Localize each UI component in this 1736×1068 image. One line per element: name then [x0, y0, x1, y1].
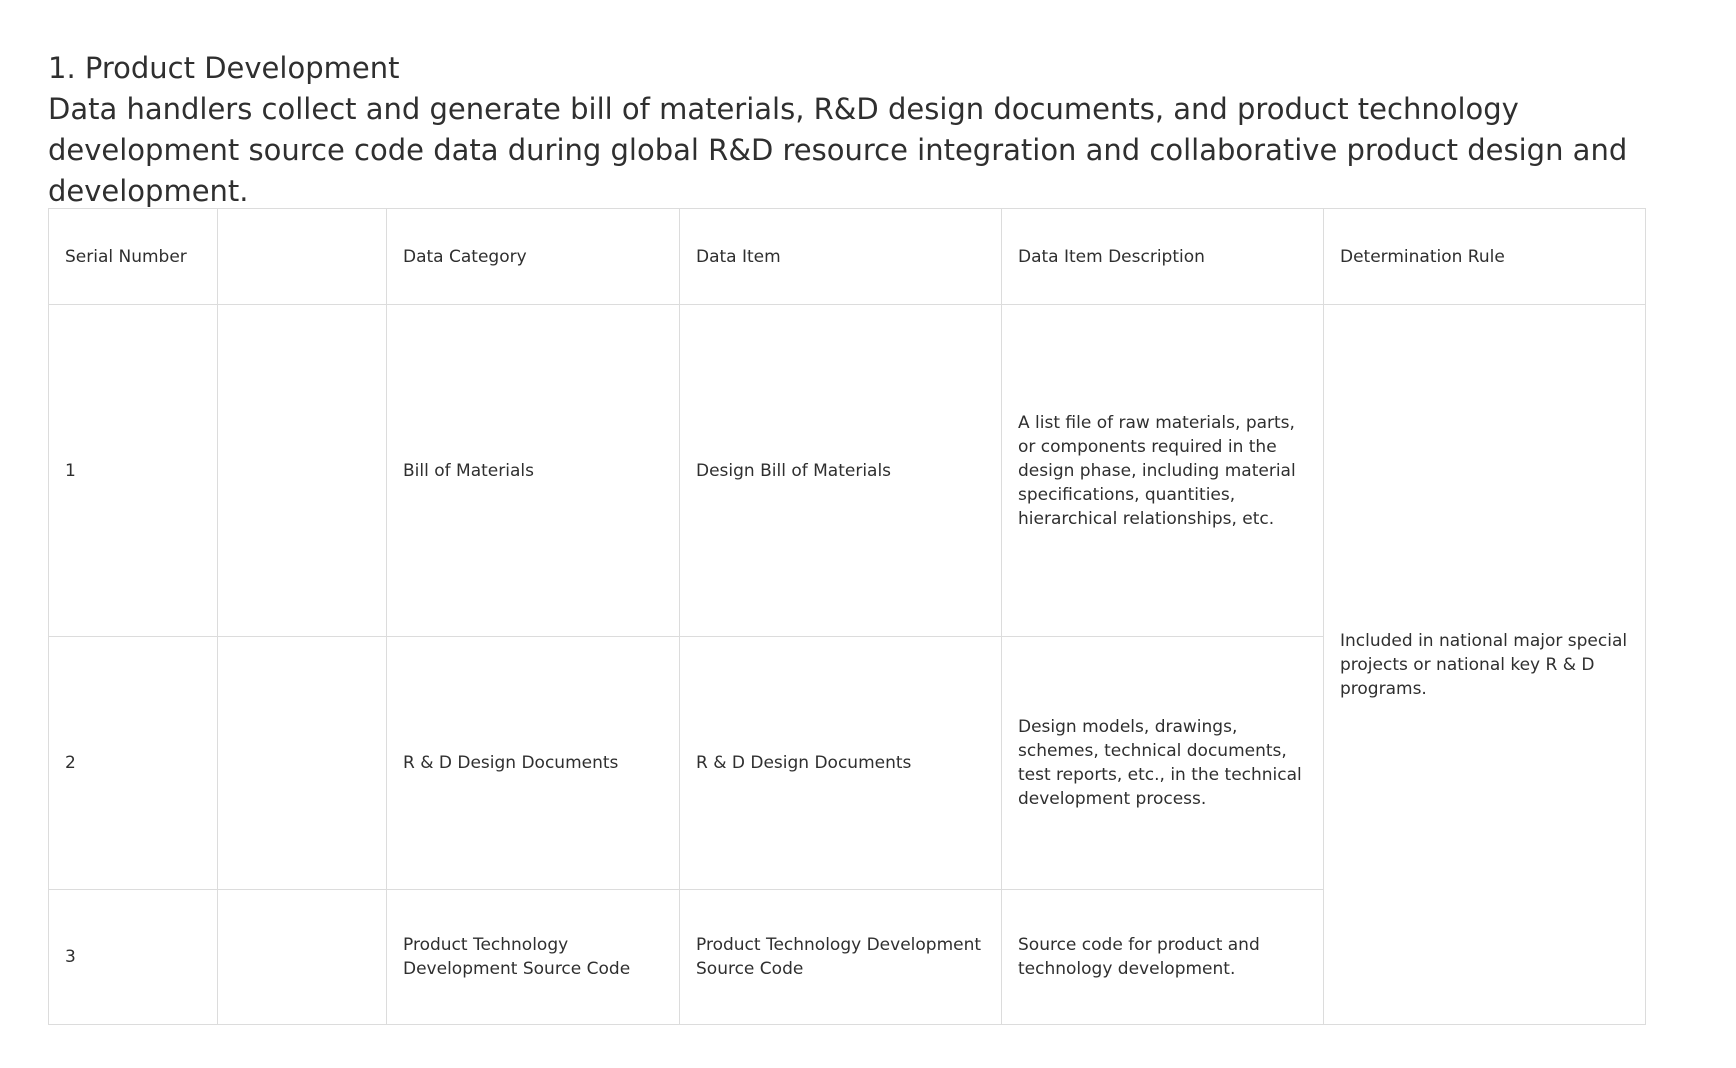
data-category-cell: R & D Design Documents — [387, 637, 680, 890]
header-blank — [218, 209, 387, 305]
data-item-description-cell: Source code for product and technology development. — [1002, 890, 1324, 1025]
data-item-description-cell: A list file of raw materials, parts, or components required in the design phase, including material specifications, quantities, hierarchical relationships, etc. — [1002, 305, 1324, 637]
blank-cell — [218, 305, 387, 637]
data-classification-table — [48, 208, 1646, 1025]
section-intro: Data handlers collect and generate bill of materials, R&D design documents, and product technology development source code data during global R&D resource integration and collaborative product design and development. — [48, 92, 1628, 208]
blank-cell — [218, 890, 387, 1025]
determination-rule-cell: Included in national major special projects or national key R & D programs. — [1324, 305, 1646, 1025]
header-serial-number: Serial Number — [49, 209, 218, 305]
serial-number-cell: 3 — [49, 890, 218, 1025]
section-heading — [48, 48, 1688, 212]
serial-number-cell: 1 — [49, 305, 218, 637]
table-row — [49, 305, 1646, 637]
header-data-item-description: Data Item Description — [1002, 209, 1324, 305]
section-title: 1. Product Development — [48, 51, 400, 85]
header-data-category: Data Category — [387, 209, 680, 305]
header-determination-rule: Determination Rule — [1324, 209, 1646, 305]
data-item-cell: R & D Design Documents — [680, 637, 1002, 890]
data-category-cell: Product Technology Development Source Code — [387, 890, 680, 1025]
header-data-item: Data Item — [680, 209, 1002, 305]
table-header-row — [49, 209, 1646, 305]
data-category-cell: Bill of Materials — [387, 305, 680, 637]
serial-number-cell: 2 — [49, 637, 218, 890]
data-item-cell: Product Technology Development Source Code — [680, 890, 1002, 1025]
blank-cell — [218, 637, 387, 890]
data-item-cell: Design Bill of Materials — [680, 305, 1002, 637]
data-item-description-cell: Design models, drawings, schemes, technical documents, test reports, etc., in the technical development process. — [1002, 637, 1324, 890]
